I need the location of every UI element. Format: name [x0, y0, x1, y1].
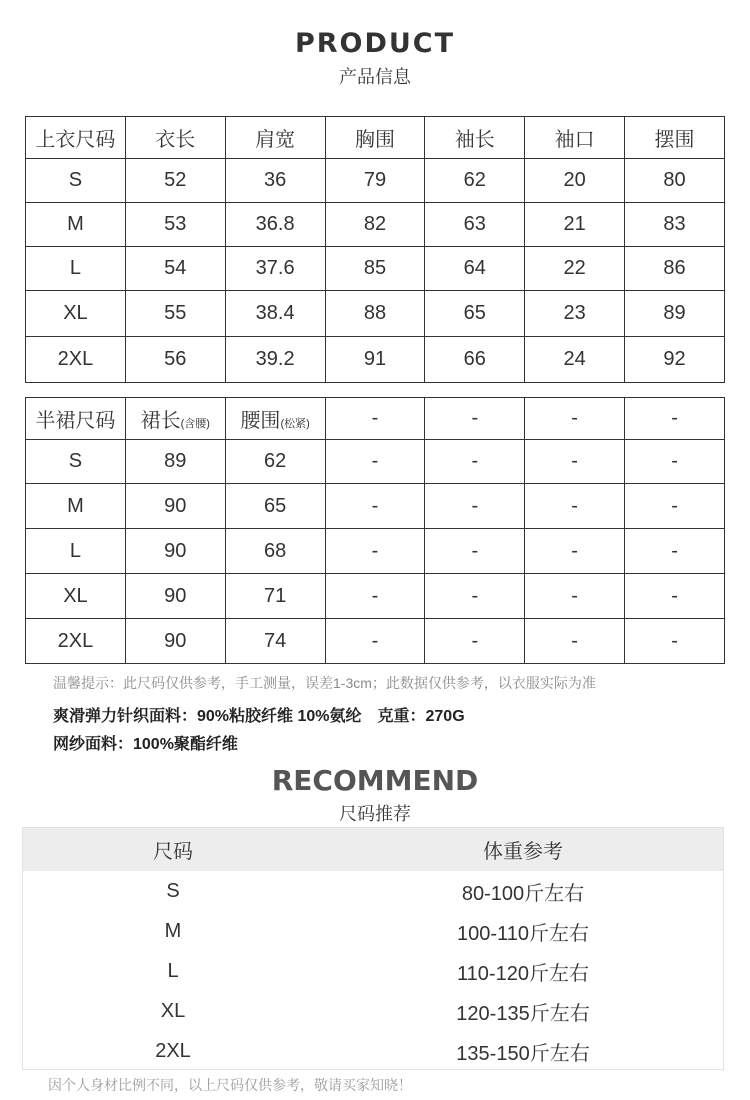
measurement-tip: 温馨提示：此尺码仅供参考，手工测量，误差1-3cm；此数据仅供参考，以衣服实际为准 — [53, 675, 596, 691]
header-cell: 袖口 — [525, 117, 625, 159]
top-size-table — [25, 116, 725, 383]
table-cell: 55 — [125, 291, 225, 337]
table-row — [26, 337, 725, 383]
table-cell: - — [325, 440, 425, 484]
table-cell: 90 — [125, 574, 225, 619]
table-cell: XL — [160, 999, 186, 1022]
table-cell: L — [167, 959, 179, 982]
table-cell: - — [525, 529, 625, 574]
footer-note: 因个人身材比例不同，以上尺码仅供参考，敬请买家知晓！ — [48, 1077, 412, 1093]
table-row — [26, 619, 725, 664]
table-cell: - — [525, 484, 625, 529]
header-cell: 衣长 — [125, 117, 225, 159]
table-cell: 36 — [225, 159, 325, 203]
table-cell: 68 — [225, 529, 325, 574]
recommend-subtitle: 尺码推荐 — [339, 804, 411, 824]
table-cell: - — [425, 529, 525, 574]
header-cell: 腰围(松紧) — [225, 398, 325, 440]
skirt-size-table — [25, 397, 725, 664]
header-cell: 袖长 — [425, 117, 525, 159]
table-cell: 63 — [425, 203, 525, 247]
table-cell: - — [625, 529, 725, 574]
table-cell: 39.2 — [225, 337, 325, 383]
table-cell: - — [325, 574, 425, 619]
table-cell: 21 — [525, 203, 625, 247]
table-row — [23, 911, 723, 951]
table-cell: 79 — [325, 159, 425, 203]
header-cell: - — [425, 398, 525, 440]
table-cell: 66 — [425, 337, 525, 383]
table-cell: S — [26, 159, 126, 203]
table-cell: - — [525, 440, 625, 484]
table-cell: 85 — [325, 247, 425, 291]
table-cell: - — [425, 484, 525, 529]
table-cell: - — [525, 574, 625, 619]
table-cell: 2XL — [155, 1039, 191, 1062]
fabric-info-mesh: 网纱面料：100%聚酯纤维 — [53, 736, 238, 753]
product-title: PRODUCT — [294, 28, 456, 59]
table-cell: 52 — [125, 159, 225, 203]
table-row — [26, 529, 725, 574]
table-cell: 100-110斤左右 — [457, 922, 589, 945]
header-cell: - — [625, 398, 725, 440]
table-cell: L — [26, 247, 126, 291]
table-cell: 71 — [225, 574, 325, 619]
table-row — [23, 871, 723, 911]
table-cell: 88 — [325, 291, 425, 337]
table-cell: 92 — [625, 337, 725, 383]
table-row — [26, 159, 725, 203]
header-cell: 体重参考 — [483, 841, 563, 863]
header-cell: 胸围 — [325, 117, 425, 159]
table-row — [26, 203, 725, 247]
header-cell: 肩宽 — [225, 117, 325, 159]
table-cell: 80-100斤左右 — [461, 882, 585, 905]
fabric-info-knit: 爽滑弹力针织面料：90%粘胶纤维 10%氨纶 克重：270G — [53, 708, 465, 725]
table-row — [23, 1031, 723, 1071]
table-cell: - — [625, 574, 725, 619]
table-cell: 120-135斤左右 — [456, 1002, 590, 1025]
table-cell: - — [325, 484, 425, 529]
table-cell: 83 — [625, 203, 725, 247]
table-row — [26, 574, 725, 619]
table-row — [26, 247, 725, 291]
table-cell: 20 — [525, 159, 625, 203]
table-cell: 89 — [125, 440, 225, 484]
product-subtitle: 产品信息 — [339, 67, 411, 87]
table-row — [26, 484, 725, 529]
table-cell: 37.6 — [225, 247, 325, 291]
table-cell: - — [625, 619, 725, 664]
table-cell: 90 — [125, 619, 225, 664]
table-cell: S — [166, 879, 180, 902]
table-cell: 65 — [425, 291, 525, 337]
table-cell: 23 — [525, 291, 625, 337]
header-cell: 半裙尺码 — [26, 398, 126, 440]
header-cell: - — [325, 398, 425, 440]
table-cell: 53 — [125, 203, 225, 247]
table-cell: 64 — [425, 247, 525, 291]
table-cell: - — [425, 440, 525, 484]
table-row — [26, 291, 725, 337]
table-row — [23, 991, 723, 1031]
table-cell: S — [26, 440, 126, 484]
table-cell: 86 — [625, 247, 725, 291]
table-cell: - — [425, 619, 525, 664]
table-row — [23, 951, 723, 991]
skirt-table-header-row — [26, 398, 725, 440]
table-cell: - — [625, 484, 725, 529]
header-cell: - — [525, 398, 625, 440]
recommend-title: RECOMMEND — [271, 764, 479, 797]
size-recommend-table — [22, 827, 724, 1070]
table-cell: 22 — [525, 247, 625, 291]
header-cell: 尺码 — [153, 841, 193, 863]
table-cell: M — [164, 919, 182, 942]
header-cell: 上衣尺码 — [26, 117, 126, 159]
table-cell: 38.4 — [225, 291, 325, 337]
table-cell: 80 — [625, 159, 725, 203]
table-cell: - — [525, 619, 625, 664]
header-cell: 摆围 — [625, 117, 725, 159]
table-cell: 56 — [125, 337, 225, 383]
recommend-header-row — [23, 828, 723, 871]
table-cell: 74 — [225, 619, 325, 664]
table-cell: XL — [26, 574, 126, 619]
table-cell: M — [26, 484, 126, 529]
table-cell: XL — [26, 291, 126, 337]
table-cell: - — [625, 440, 725, 484]
table-cell: 2XL — [26, 337, 126, 383]
table-cell: M — [26, 203, 126, 247]
table-cell: 91 — [325, 337, 425, 383]
table-cell: 24 — [525, 337, 625, 383]
top-table-header-row — [26, 117, 725, 159]
table-cell: 82 — [325, 203, 425, 247]
table-cell: 90 — [125, 484, 225, 529]
table-cell: 2XL — [26, 619, 126, 664]
table-row — [26, 440, 725, 484]
table-cell: 62 — [225, 440, 325, 484]
table-cell: 135-150斤左右 — [456, 1042, 590, 1065]
table-cell: - — [425, 574, 525, 619]
table-cell: - — [325, 529, 425, 574]
header-cell: 裙长(含腰) — [125, 398, 225, 440]
table-cell: - — [325, 619, 425, 664]
table-cell: 110-120斤左右 — [457, 962, 589, 985]
table-cell: 90 — [125, 529, 225, 574]
table-cell: L — [26, 529, 126, 574]
table-cell: 62 — [425, 159, 525, 203]
table-cell: 36.8 — [225, 203, 325, 247]
table-cell: 65 — [225, 484, 325, 529]
table-cell: 54 — [125, 247, 225, 291]
table-cell: 89 — [625, 291, 725, 337]
